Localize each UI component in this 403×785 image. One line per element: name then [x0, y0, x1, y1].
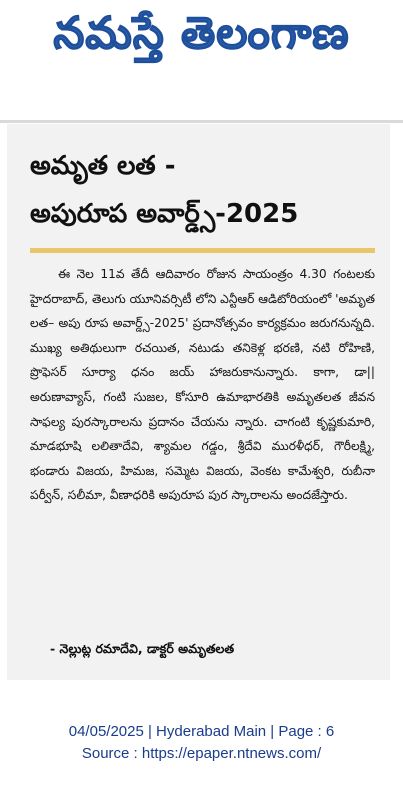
source-link[interactable]: Source : https://epaper.ntnews.com/: [81, 745, 322, 762]
article-byline: - నెల్లుట్ల రమాదేవి, డాక్టర్ అమృతలత: [50, 641, 235, 656]
article-paragraph: ఈ నెల 11వ తేదీ ఆదివారం రోజున సాయంత్రం 4.30 గంటలకు హైదరాబాద్, తెలుగు యూనివర్సిటీ లోని ఎన్టీఆర్ ఆడిటోరియంలో 'అమృత లత– అపు రూప అవార్డ్స్-2025' ప్రదానోత్సవం కార్యక్రమం జరుగనున్నది. ముఖ్య అతిథులుగా రచయిత, నటుడు తనికెళ్ల భరణి, నటి రోహిణి, ప్రొఫెసర్ సూర్యా ధనం జయ్ హాజరుకానున్నారు. కాగా, డా|| అరుణావ్యాస్, గంటి సుజల, కోసూరి ఉమాభారతికి అమృతలత జీవన సాఫల్య పురస్కారాలను ప్రదానం చేయను న్నారు. చాగంటి కృష్ణకుమారి, మాడభూషి లలితాదేవి, శ్యామల గడ్డం, శ్రీదేవి మురళీధర్, గౌరీలక్ష్మి, భండారు విజయ, హిమజ, సమ్మెట విజయ, వెంకట కామేశ్వరి, రుబీనా పర్వీన్, సలీమా, వీణాధరికి అపురూప పుర స్కారాలను అందజేస్తారు.: [30, 267, 375, 503]
header-divider: [0, 120, 403, 123]
headline-line-1: అమృత లత -: [30, 151, 176, 181]
masthead: [0, 0, 403, 78]
article-body: [30, 262, 375, 508]
headline-line-2: అపురూప అవార్డ్స్-2025: [30, 199, 299, 229]
newspaper-logo: నమస్తే తెలంగాణ: [53, 8, 350, 59]
edition-info: 04/05/2025 | Hyderabad Main | Page : 6: [68, 723, 335, 740]
headline-underline: [30, 248, 375, 253]
page-footer: [0, 721, 403, 765]
article-headline: [30, 142, 375, 238]
